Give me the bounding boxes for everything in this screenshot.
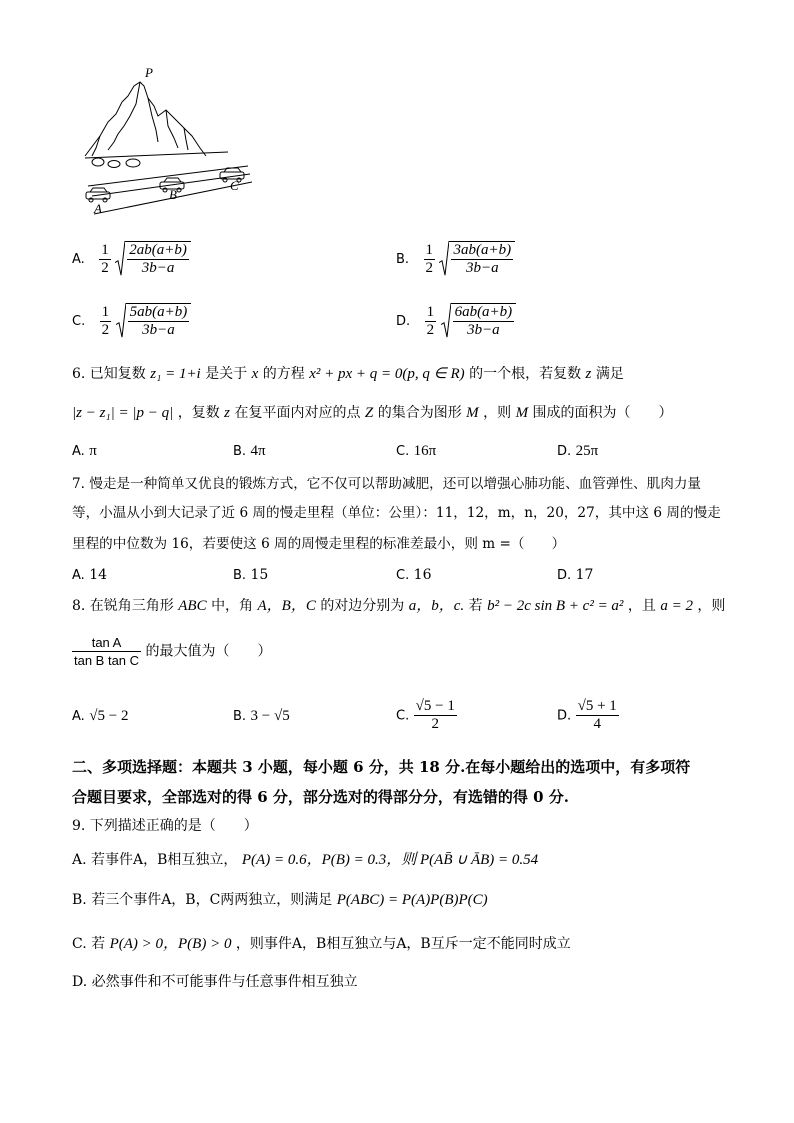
q9-option-a[interactable]	[72, 852, 538, 868]
option-label: A.	[72, 568, 85, 583]
option-value: √5 − 2	[89, 708, 129, 724]
frac-num: √5 + 1	[577, 698, 617, 714]
q8-option-b[interactable]	[233, 708, 290, 725]
q7-option-c[interactable]	[396, 567, 432, 584]
text: 的一个根，若复数	[469, 366, 582, 382]
text: 满足	[595, 366, 624, 382]
option-label: B.	[233, 709, 247, 724]
text: ，且	[627, 598, 656, 614]
section2-heading-line1: 二、多项选择题：本题共 3 小题，每小题 6 分，共 18 分.在每小题给出的选项中，有多项符	[72, 758, 691, 776]
option-label: D.	[557, 568, 572, 583]
text: B. 若三个事件A，B，C两两独立，则满足	[72, 892, 333, 908]
text: 的对边分别为	[320, 598, 405, 614]
mountain-road-figure	[78, 64, 258, 220]
rad-num: 6ab(a+b)	[454, 304, 513, 320]
q7-option-d[interactable]	[557, 567, 593, 584]
q6-option-a[interactable]	[72, 443, 97, 460]
option-value: π	[89, 443, 97, 459]
math: P(A) = 0.6，P(B) = 0.3，则 P(AB̄ ∪ ĀB) = 0.54	[241, 852, 539, 868]
q9-option-c[interactable]	[72, 936, 571, 952]
frac-num: √5 − 1	[415, 698, 455, 714]
math: M	[515, 405, 529, 421]
q6-option-c[interactable]	[396, 443, 436, 460]
q6-option-b[interactable]	[233, 443, 266, 460]
coef-num: 1	[101, 303, 110, 320]
q9-stem: 9. 下列描述正确的是（ ）	[72, 818, 258, 834]
option-value: 16π	[413, 443, 437, 459]
q8-option-d[interactable]	[557, 698, 619, 733]
coef-den: 2	[101, 321, 110, 338]
option-value: 14	[89, 567, 108, 583]
text: A. 若事件A，B相互独立，	[72, 852, 238, 868]
q6-stem-line1	[72, 366, 624, 382]
rad-den: 3b−a	[141, 260, 175, 276]
math: x² + px + q = 0(p, q ∈ R)	[309, 366, 465, 382]
option-label: D.	[557, 708, 572, 724]
figure-label-c: C	[230, 178, 239, 193]
radical	[116, 303, 192, 339]
q5-option-c[interactable]	[72, 303, 191, 339]
coef-den: 2	[425, 259, 434, 276]
q5-option-b[interactable]	[396, 241, 515, 277]
q7-stem-line1: 7. 慢走是一种简单又优良的锻炼方式，它不仅可以帮助减肥，还可以增强心肺功能、血管弹性、肌肉力量	[72, 476, 702, 492]
math: b² − 2c sin B + c² = a²	[487, 598, 624, 614]
figure-label-a: A	[94, 201, 102, 216]
option-value: 3 − √5	[250, 708, 290, 724]
math: M	[466, 405, 479, 421]
figure-label-b: B	[169, 187, 177, 202]
coef-den: 2	[101, 259, 109, 276]
rad-den: 3b−a	[465, 260, 499, 276]
text: ，则事件A，B相互独立与A，B互斥一定不能同时成立	[235, 936, 571, 952]
frac-den: tan B tan C	[74, 653, 140, 668]
q8-stem-line1	[72, 598, 725, 614]
math: |z − z₁| = |p − q|	[72, 405, 174, 421]
coef-num: 1	[101, 241, 109, 258]
radical	[441, 303, 517, 339]
text: 是关于	[205, 366, 248, 382]
q9-option-b[interactable]	[72, 892, 488, 908]
frac-num: tan A	[72, 634, 141, 652]
text: ，复数	[177, 405, 220, 421]
q8-stem-line2	[72, 634, 272, 669]
tan-fraction	[72, 634, 141, 669]
text: 的方程	[262, 366, 305, 382]
option-label: B.	[233, 444, 247, 459]
text: ，则	[483, 405, 512, 421]
q6-stem-line2	[72, 405, 673, 421]
coef-den: 2	[426, 321, 435, 338]
math: x	[251, 366, 259, 382]
option-label: B.	[396, 252, 410, 267]
frac-den: 2	[431, 716, 440, 732]
option-value: 4π	[250, 443, 266, 459]
math: z	[224, 405, 230, 421]
rad-den: 3b−a	[142, 322, 175, 338]
option-label: D.	[396, 314, 411, 329]
q6-option-d[interactable]	[557, 443, 598, 460]
rad-num: 2ab(a+b)	[129, 242, 187, 258]
option-label: A.	[72, 709, 85, 724]
q7-stem-line3: 里程的中位数为 16，若要使这 6 周的周慢走里程的标准差最小，则 m =（ ）	[72, 536, 566, 552]
option-label: C.	[396, 708, 410, 724]
math: ABC	[178, 598, 207, 614]
option-value: 17	[575, 567, 594, 583]
text: 8. 在锐角三角形	[72, 598, 174, 614]
q7-stem-line2: 等，小温从小到大记录了近 6 周的慢走里程（单位：公里）：11，12，m，n，20，27，其中这 6 周的慢走	[72, 505, 721, 521]
text: 的集合为图形	[377, 405, 462, 421]
q8-option-a[interactable]	[72, 708, 128, 725]
option-value: 15	[250, 567, 269, 583]
q5-option-d[interactable]	[396, 303, 516, 339]
text: 围成的面积为（ ）	[532, 405, 673, 421]
option-value: 16	[413, 567, 432, 583]
text: C. 若	[72, 936, 106, 952]
math: a，b，c.	[408, 598, 465, 614]
math: P(ABC) = P(A)P(B)P(C)	[336, 892, 488, 908]
rad-num: 3ab(a+b)	[453, 242, 512, 258]
math: A，B，C	[257, 598, 316, 614]
text: 中，角	[211, 598, 254, 614]
coef-num: 1	[425, 241, 434, 258]
radical	[439, 241, 515, 277]
math: a = 2	[660, 598, 693, 614]
option-label: B.	[233, 568, 247, 583]
math: P(A) > 0，P(B) > 0	[109, 936, 232, 952]
q9-option-d[interactable]: D. 必然事件和不可能事件与任意事件相互独立	[72, 974, 358, 990]
coef-num: 1	[426, 303, 435, 320]
q8-option-c[interactable]	[396, 698, 457, 733]
option-label: C.	[72, 314, 86, 329]
option-label: C.	[396, 444, 410, 459]
text: 6. 已知复数	[72, 366, 146, 382]
frac-den: 4	[593, 716, 601, 732]
rad-num: 5ab(a+b)	[129, 304, 188, 320]
q5-option-a[interactable]	[72, 241, 191, 277]
option-label: D.	[557, 444, 572, 459]
radical	[115, 241, 191, 277]
option-label: C.	[396, 568, 410, 583]
option-value: 25π	[575, 443, 599, 459]
math: Z	[364, 405, 374, 421]
text: 若	[468, 598, 483, 614]
text: 的最大值为（ ）	[145, 643, 272, 660]
math: z	[585, 366, 592, 382]
text: 在复平面内对应的点	[234, 405, 361, 421]
q7-option-a[interactable]	[72, 567, 107, 584]
q7-option-b[interactable]	[233, 567, 268, 584]
rad-den: 3b−a	[467, 322, 500, 338]
option-label: A.	[72, 252, 85, 267]
option-label: A.	[72, 444, 85, 459]
figure-label-p: P	[145, 65, 153, 80]
section2-heading-line2: 合题目要求，全部选对的得 6 分，部分选对的得部分分，有选错的得 0 分.	[72, 788, 569, 806]
text: ，则	[697, 598, 726, 614]
math: z₁ = 1+i	[150, 366, 201, 382]
